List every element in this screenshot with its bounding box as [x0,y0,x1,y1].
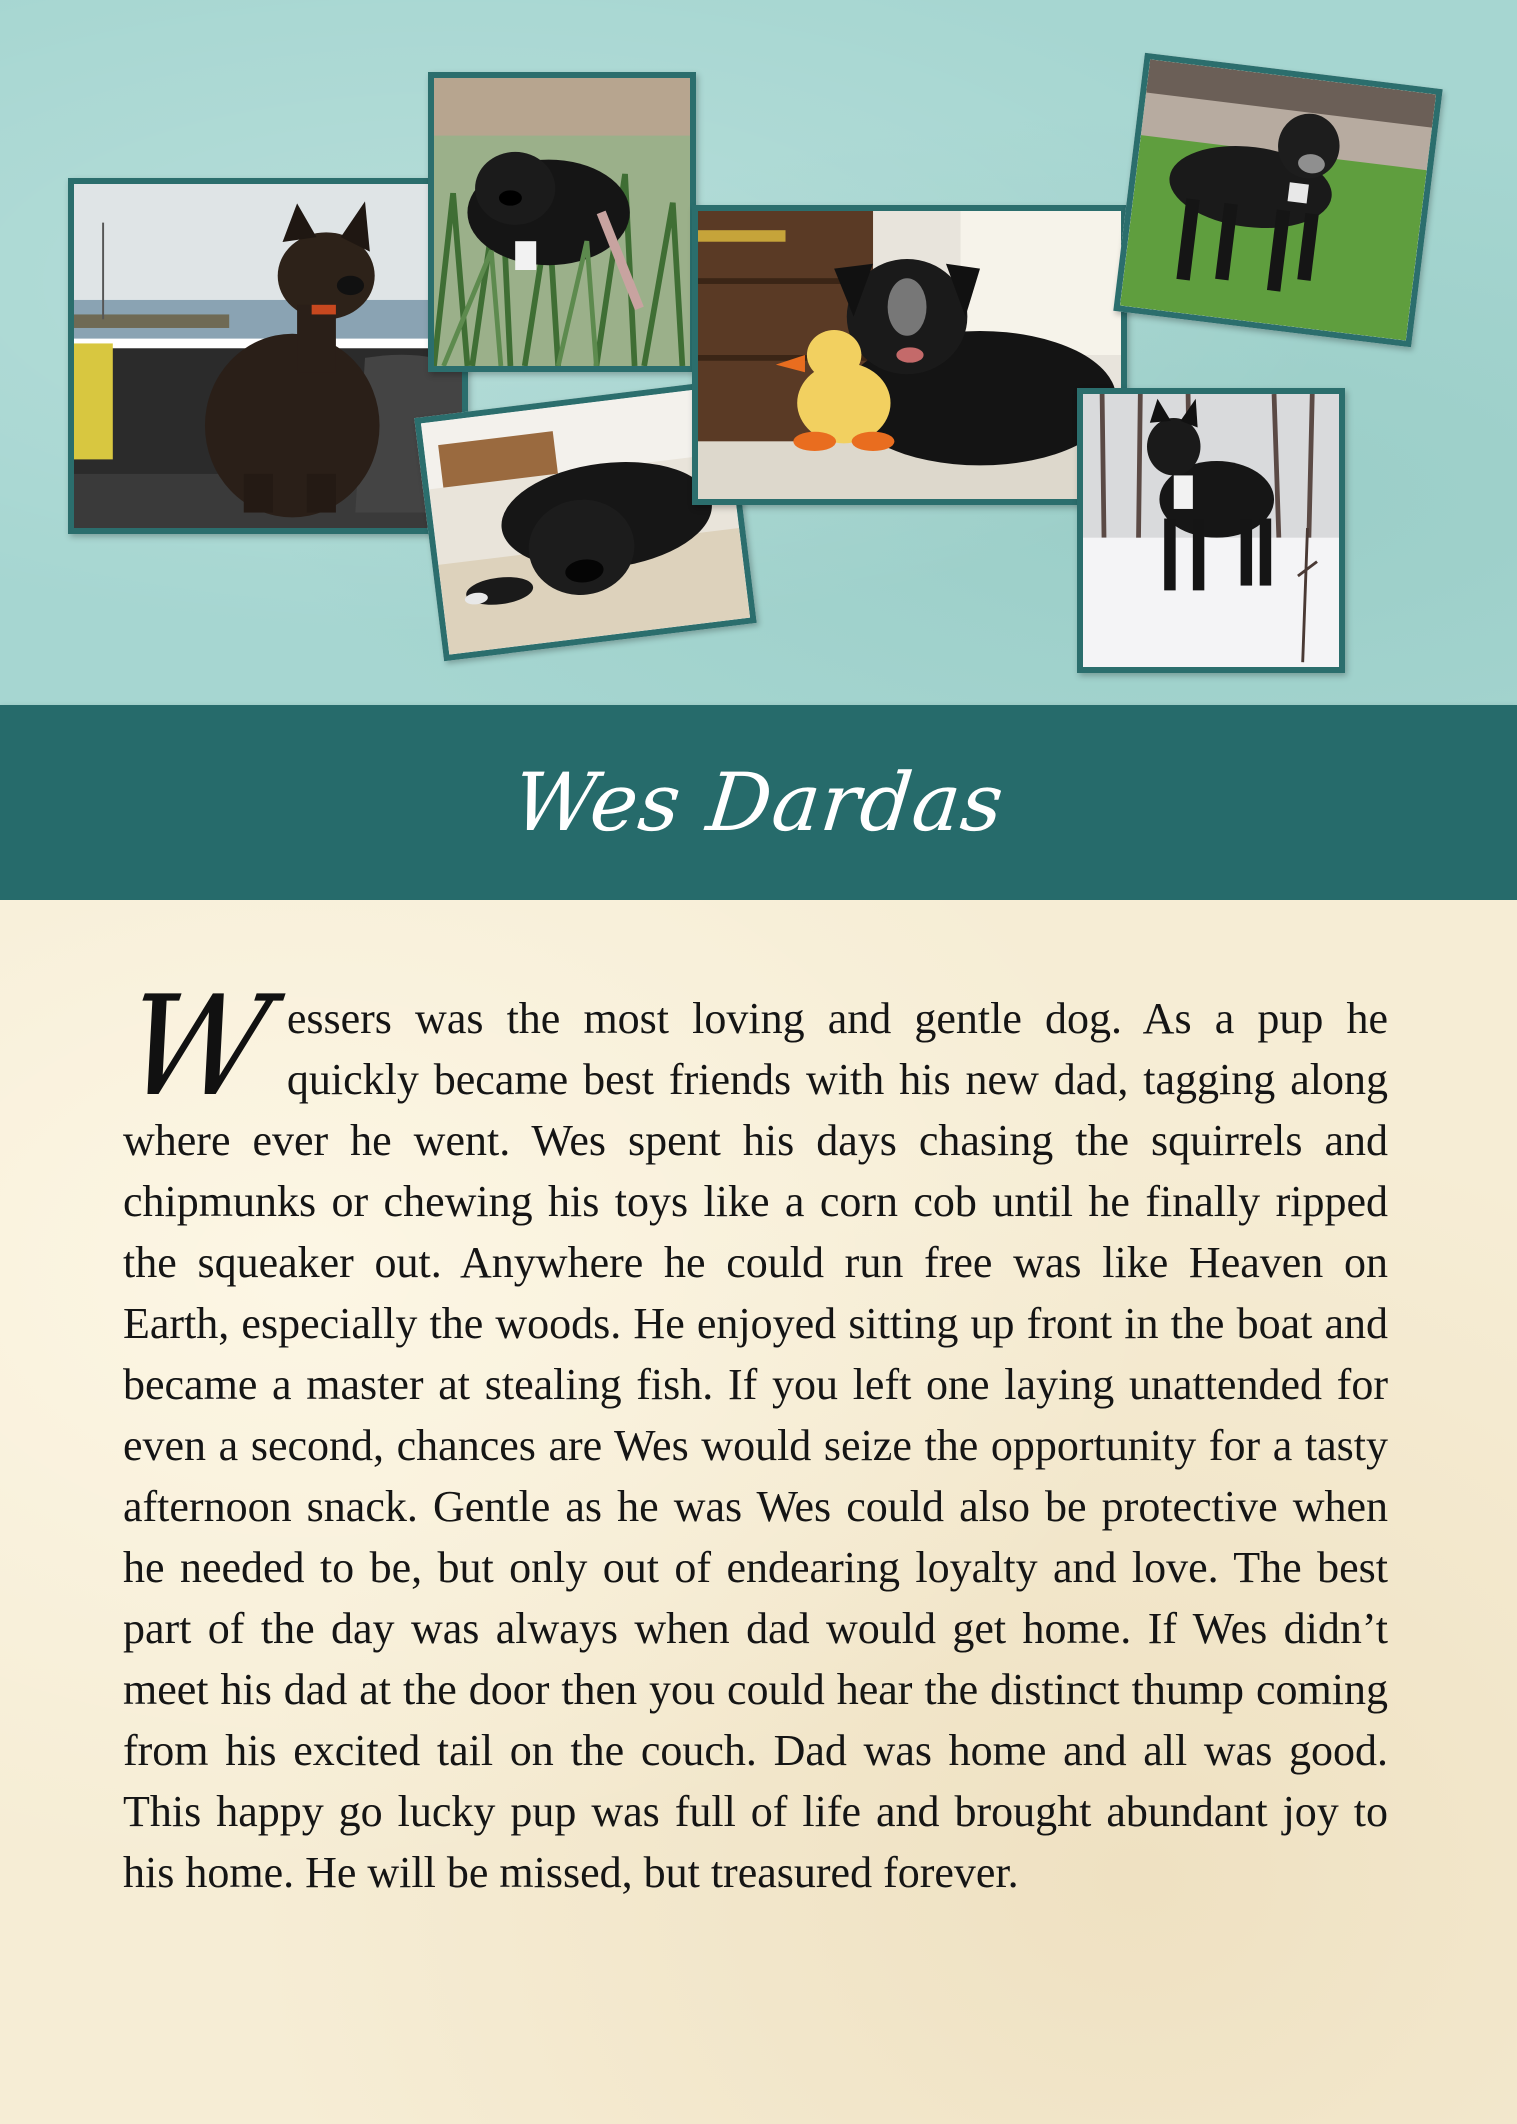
photo-dog-in-boat [68,178,468,534]
title-band [0,705,1517,900]
story-paragraph [115,966,1388,1903]
story-section [0,900,1517,2124]
story-text: essers was the most loving and gentle dog. As a pup he quickly became best friends with his new dad, tagging along where ever he went. Wes spent his days chasing the squirrels and chipmunks or chewing his toys like a corn cob until he finally ripped the squeaker out. Anywhere he could run free was like Heaven on Earth, especially the woods. He enjoyed sitting up front in the boat and became a master at stealing fish. If you left one laying unattended for even a second, chances are Wes would seize the opportunity for a tasty afternoon snack. Gentle as he was Wes could also be protective when he needed to be, but only out of endearing loyalty and love. The best part of the day was always when dad would get home. If Wes didn’t meet his dad at the door then you could hear the distinct thump coming from his excited tail on the couch. Dad was home and all was good. This happy go lucky pup was full of life and brought abundant joy to his home. He will be missed, but treasured forever. [123,994,1388,1897]
photo-dog-with-duck-toy [692,205,1127,505]
drop-cap: W [115,966,281,1127]
photo-collage [0,0,1517,705]
photo-dog-on-lawn [1113,53,1442,348]
photo-dog-in-snow [1077,388,1345,673]
photo-puppy-in-grass [428,72,696,372]
page-title: Wes Dardas [508,756,1009,849]
